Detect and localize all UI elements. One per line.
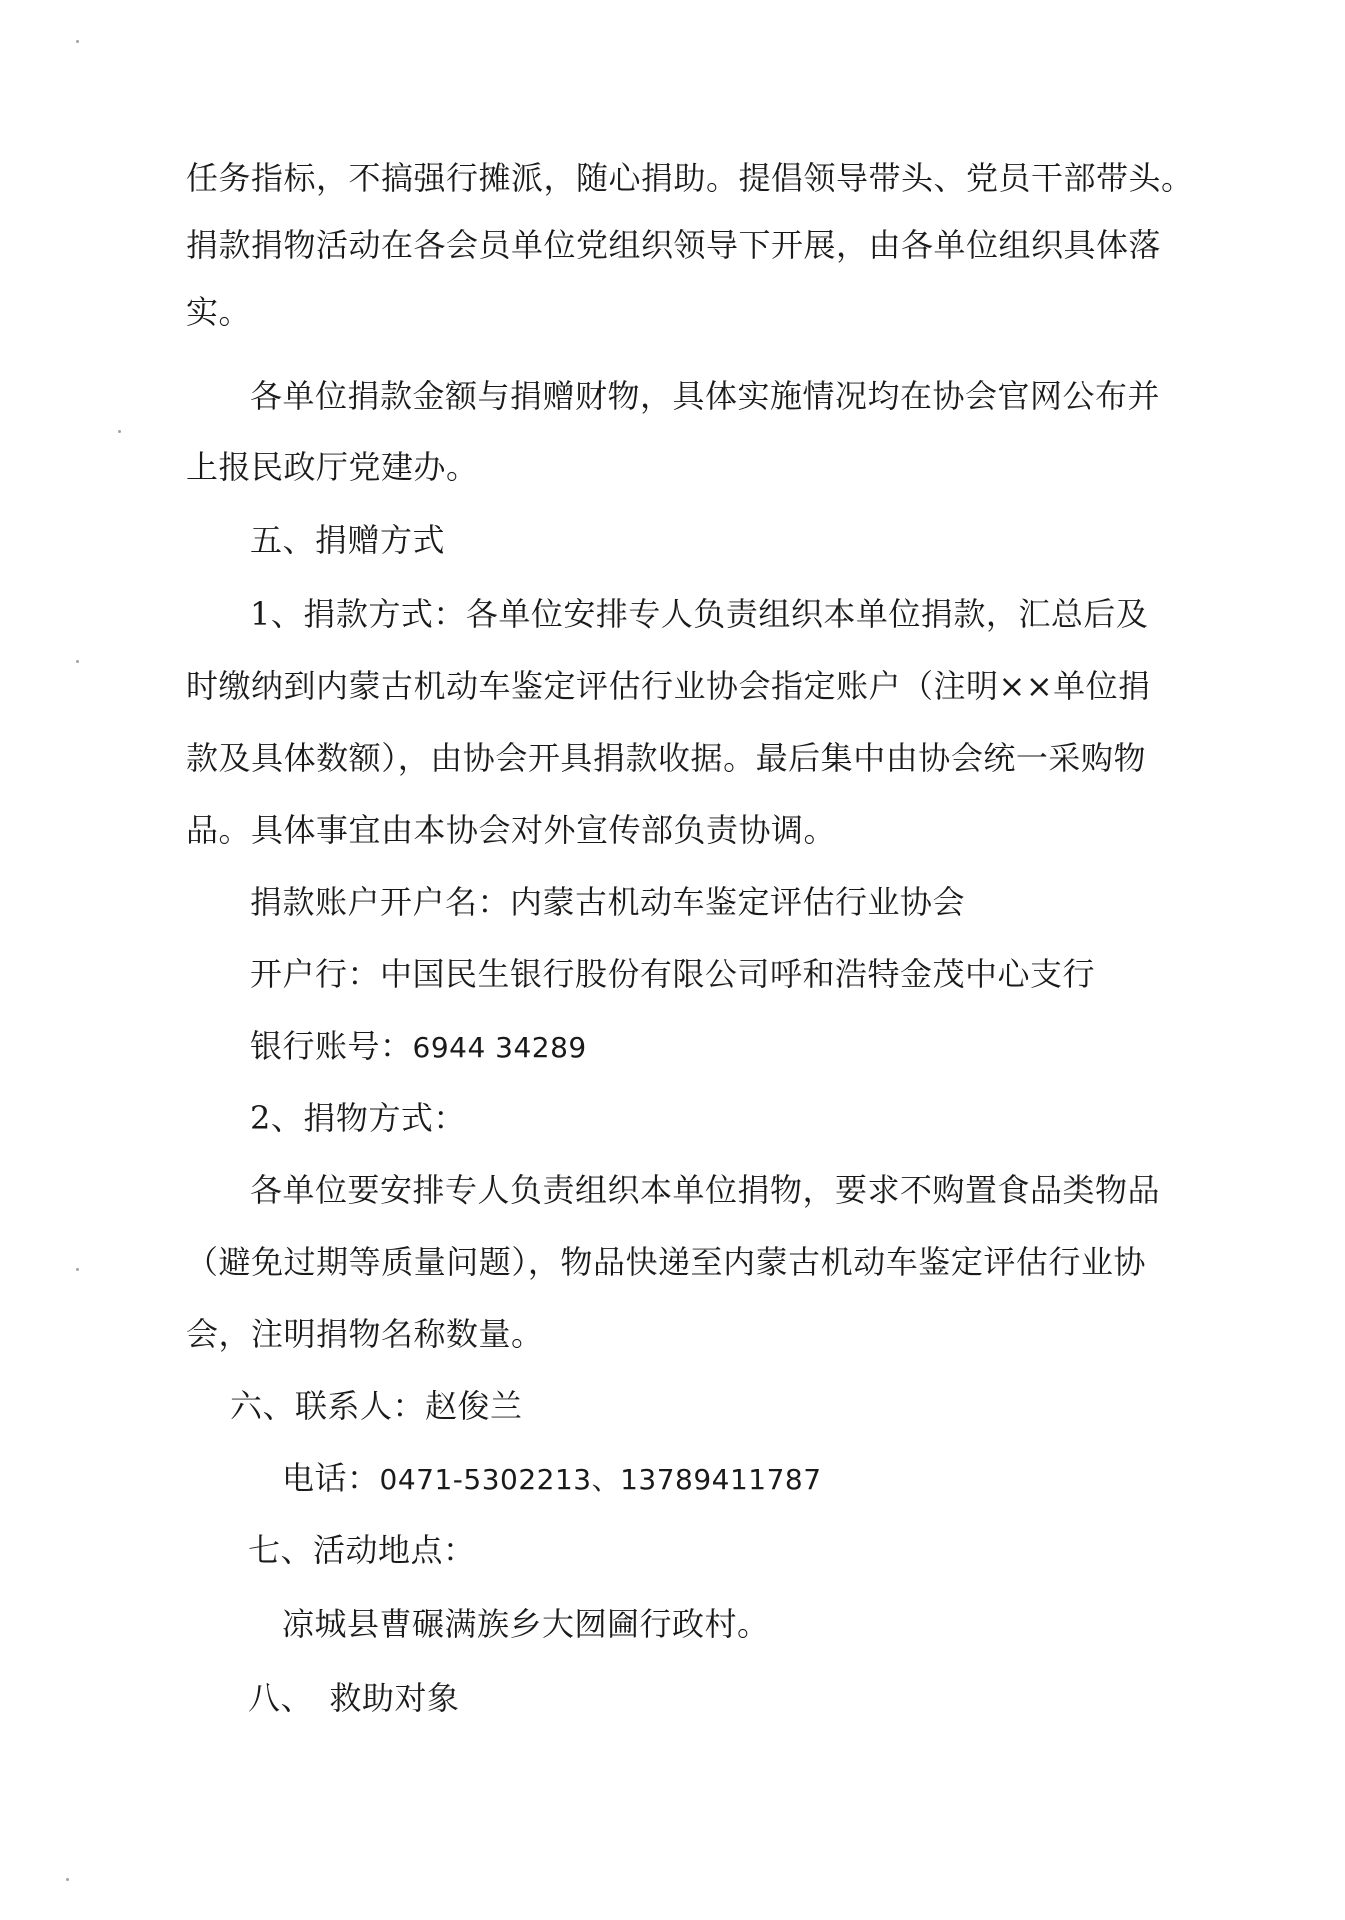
paragraph-line: （避免过期等质量问题），物品快递至内蒙古机动车鉴定评估行业协 bbox=[186, 1243, 1146, 1281]
phone-label: 电话： bbox=[282, 1459, 380, 1497]
phone-numbers: 0471-5302213、13789411787 bbox=[379, 1463, 822, 1496]
paragraph-line: 各单位要安排专人负责组织本单位捐物，要求不购置食品类物品 bbox=[250, 1171, 1161, 1209]
scan-speck bbox=[66, 1878, 69, 1881]
section-heading-8: 八、 救助对象 bbox=[248, 1679, 460, 1717]
paragraph-line: 品。具体事宜由本协会对外宣传部负责协调。 bbox=[186, 811, 837, 849]
paragraph-line: 任务指标，不搞强行摊派，随心捐助。提倡领导带头、党员干部带头。 bbox=[186, 159, 1194, 197]
section-heading-6: 六、联系人：赵俊兰 bbox=[230, 1387, 523, 1425]
bank-name: 开户行：中国民生银行股份有限公司呼和浩特金茂中心支行 bbox=[250, 955, 1096, 993]
paragraph-line: 款及具体数额），由协会开具捐款收据。最后集中由协会统一采购物 bbox=[186, 739, 1146, 777]
scan-speck bbox=[118, 430, 121, 433]
account-number-line bbox=[250, 1026, 587, 1068]
paragraph-line: 1、捐款方式：各单位安排专人负责组织本单位捐款，汇总后及 bbox=[250, 595, 1149, 633]
account-number-label: 银行账号： bbox=[250, 1027, 413, 1065]
section-subheading: 2、捐物方式： bbox=[250, 1099, 466, 1137]
paragraph-line: 捐款捐物活动在各会员单位党组织领导下开展，由各单位组织具体落 bbox=[186, 226, 1162, 264]
section-heading-5: 五、捐赠方式 bbox=[250, 521, 446, 559]
paragraph-line: 会，注明捐物名称数量。 bbox=[186, 1315, 544, 1353]
phone-line bbox=[282, 1458, 822, 1500]
scan-speck bbox=[76, 1268, 79, 1271]
paragraph-line: 时缴纳到内蒙古机动车鉴定评估行业协会指定账户（注明××单位捐 bbox=[186, 667, 1151, 705]
paragraph-line: 各单位捐款金额与捐赠财物，具体实施情况均在协会官网公布并 bbox=[250, 377, 1161, 415]
section-heading-7: 七、活动地点： bbox=[248, 1531, 476, 1569]
paragraph-line: 实。 bbox=[186, 293, 252, 331]
account-number: 6944 34289 bbox=[412, 1031, 587, 1064]
location: 凉城县曹碾满族乡大囫圇行政村。 bbox=[282, 1605, 770, 1643]
paragraph-line: 上报民政厅党建办。 bbox=[186, 448, 479, 486]
scan-speck bbox=[76, 660, 79, 663]
account-name: 捐款账户开户名：内蒙古机动车鉴定评估行业协会 bbox=[250, 883, 966, 921]
scan-speck bbox=[76, 40, 79, 43]
